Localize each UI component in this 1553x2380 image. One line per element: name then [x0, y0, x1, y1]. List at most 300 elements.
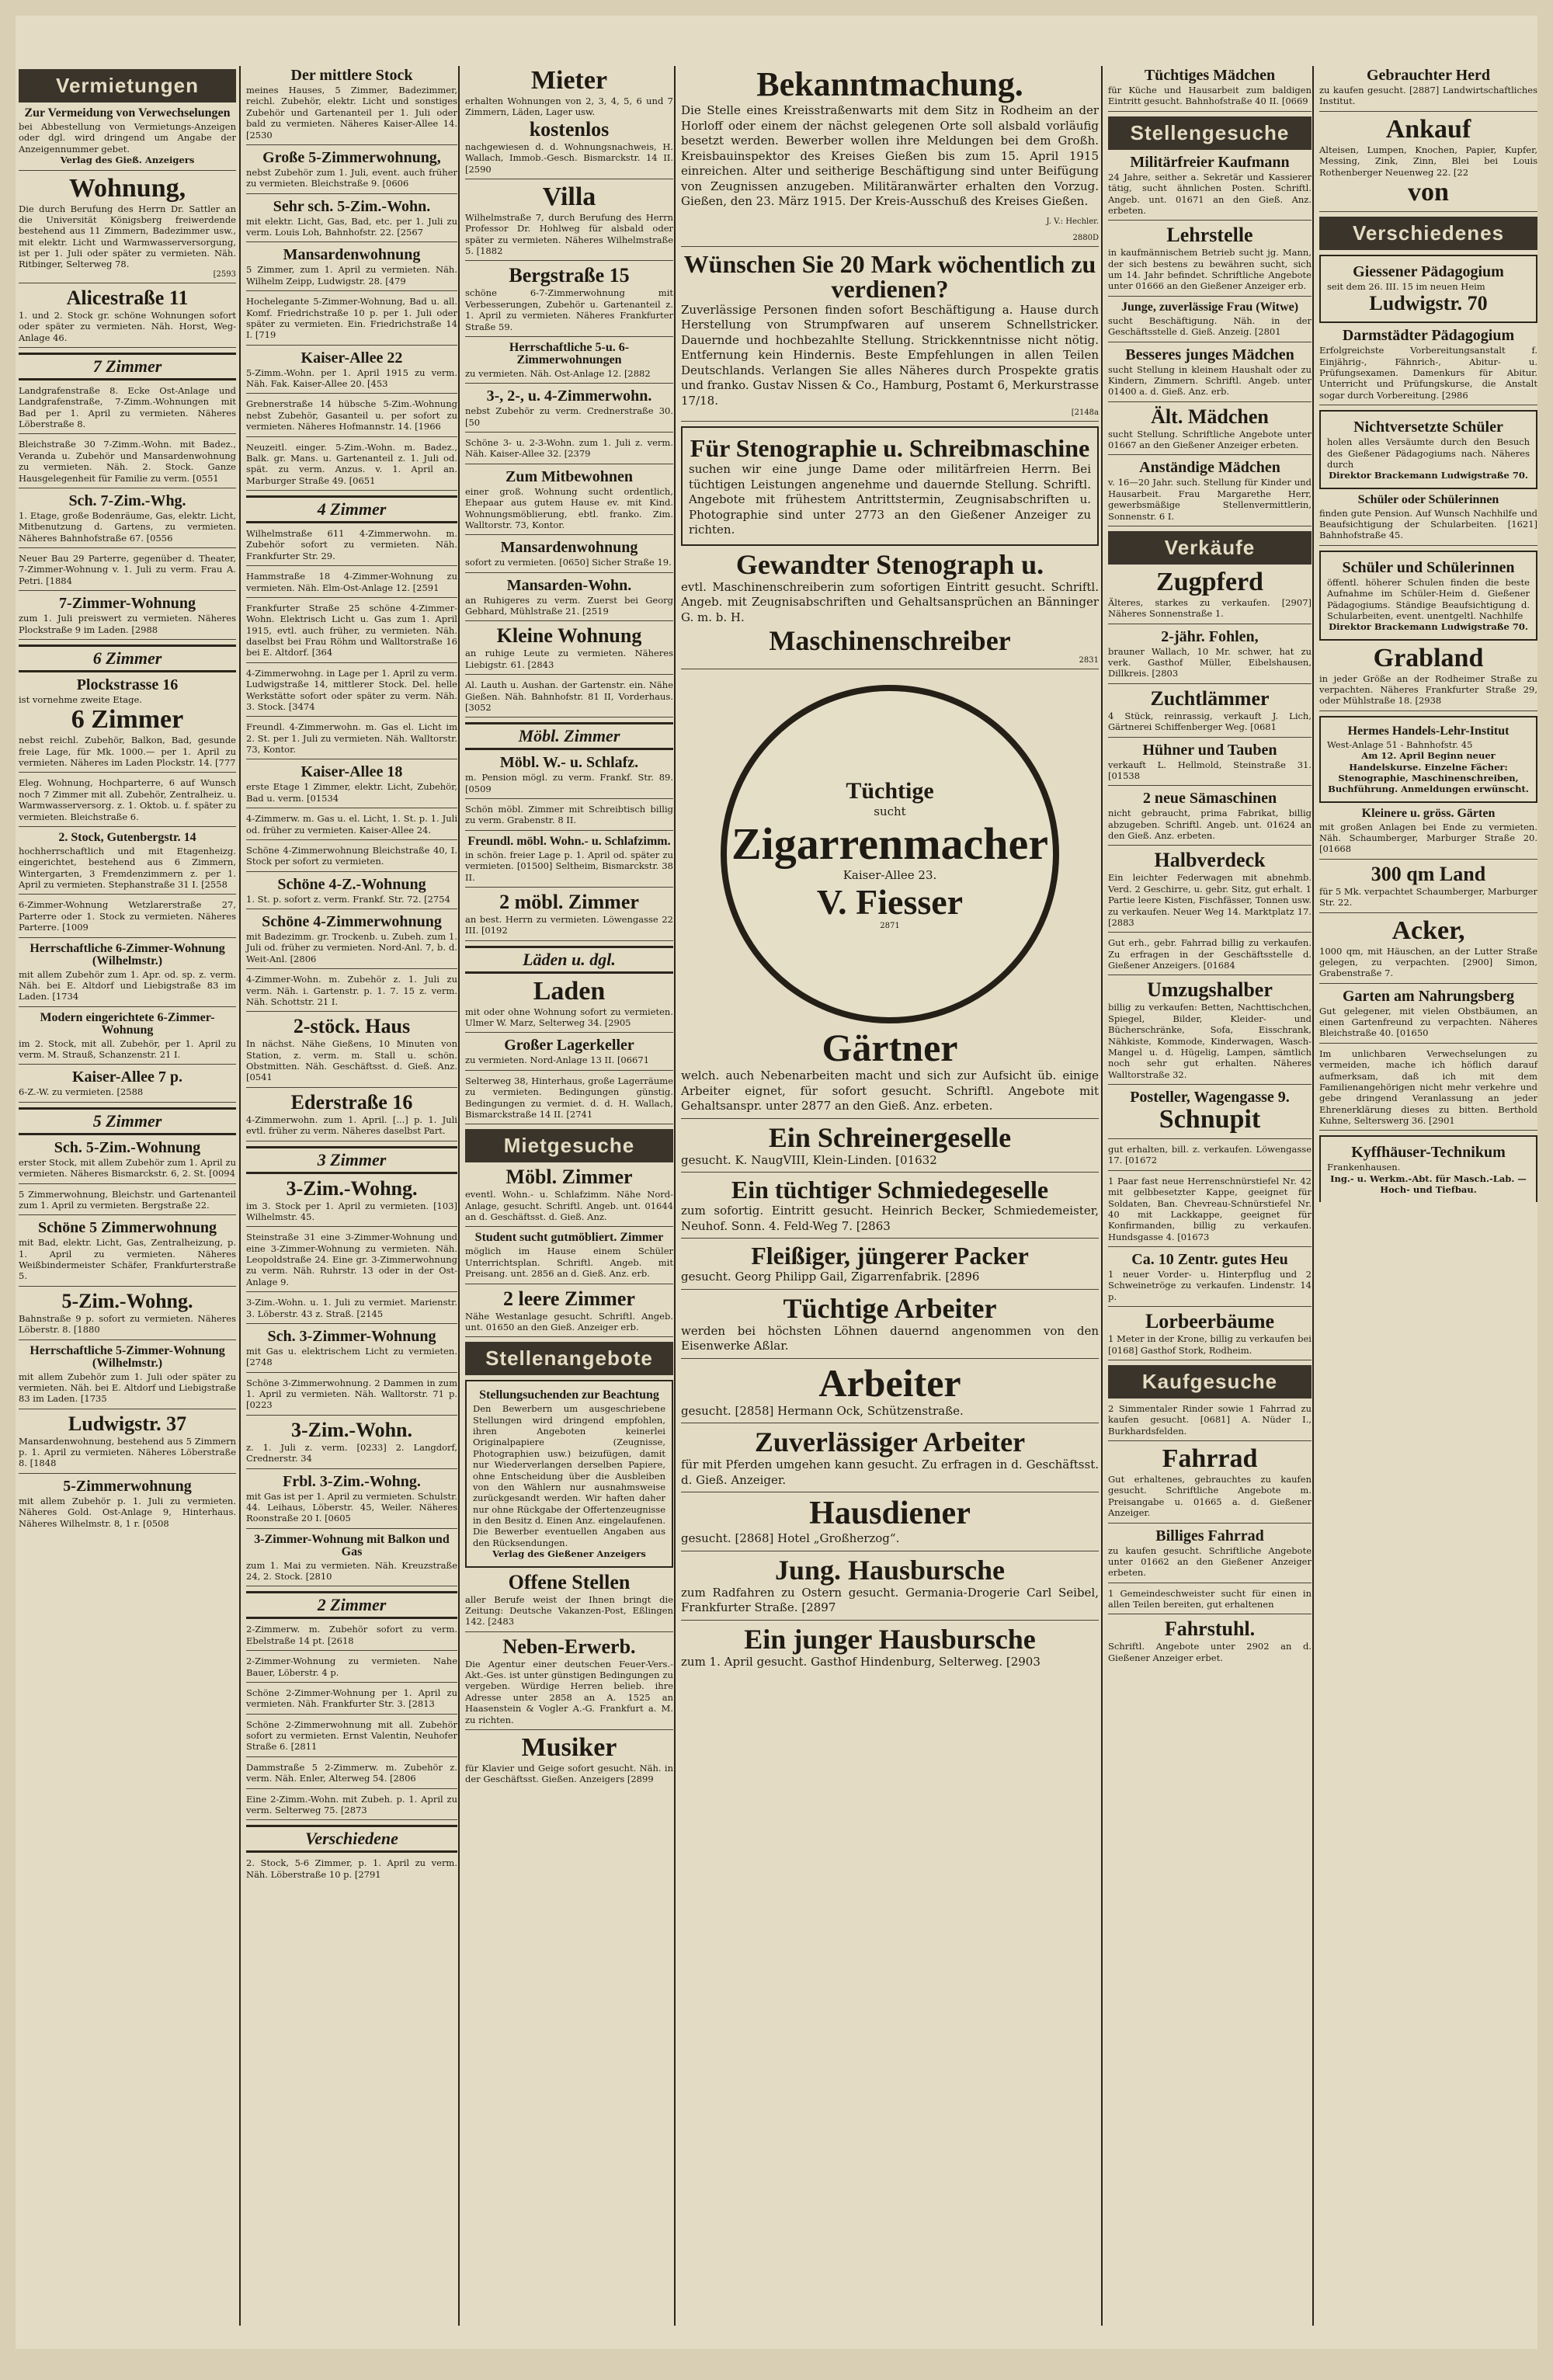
ad-text: zum 1. April gesucht. Gasthof Hindenburg, Selterweg. [2903: [681, 1654, 1041, 1669]
ad-heading: Fahrrad: [1162, 1444, 1258, 1473]
classified-ad: [465, 679, 673, 717]
ad-heading: Alicestraße 11: [66, 286, 189, 309]
ad-text: z. 1. Juli z. verm. [0233] 2. Langdorf, Crednerstr. 34: [246, 1441, 457, 1464]
classified-ad: [1319, 918, 1537, 984]
classified-ad: [465, 342, 673, 384]
room-category-header: Möbl. Zimmer: [465, 722, 673, 750]
classified-ad: [465, 1075, 673, 1125]
classified-ad: [1108, 1403, 1312, 1441]
ad-heading: 2-jähr. Fohlen,: [1161, 627, 1259, 645]
ad-text: 1. Etage, große Bodenräume, Gas, elektr. Licht, Mitbenutzung d. Gartens, zu vermieten. Näheres Bahnhofstraße 67. [0556: [19, 509, 236, 544]
ad-heading: Besseres junges Mädchen: [1125, 346, 1294, 363]
column-6: [1316, 66, 1541, 2326]
ad-text: Erfolgreichste Vorbereitungsanstalt f. Einjährig-, Fähnrich-, Abitur- u. Prüfungsexamen. Damenkurs für Abitur. Unterricht und Prüfungskurse, die Anstalt sogar durch Vorbereitung. [2986: [1319, 345, 1537, 401]
classified-ad: [465, 836, 673, 888]
ad-text: Ein leichter Federwagen mit abnehmb. Verd. 2 Geschirre, u. gebr. Sitz, gut erhalt. 1 Partie leere Kisten, Fischfässer, Tonnen usw. zu verkaufen. Neuer Weg 14. Marktplatz 17. [2883: [1108, 872, 1312, 928]
room-category-header: 3 Zimmer: [246, 1146, 457, 1174]
ad-text: nicht gebraucht, prima Fabrikat, billig abzugeben. Schriftl. Angeb. unt. 01624 an den Gieß. Anz. erbeten.: [1108, 808, 1312, 841]
ad-heading: Jung. Hausbursche: [774, 1554, 1006, 1586]
ad-text: 2-Zimmerw. m. Zubehör sofort zu verm. Ebelstraße 14 pt. [2618: [246, 1624, 457, 1646]
ad-heading: Zuverlässiger Arbeiter: [754, 1426, 1026, 1458]
classified-ad: [19, 596, 236, 640]
room-category-header: 7 Zimmer: [19, 353, 236, 380]
ad-text: für Klavier und Geige sofort gesucht. Näh. in der Geschäftsst. Gießen. Anzeigers [2899: [465, 1762, 673, 1785]
ad-text: Schriftl. Angebote unter 2902 an d. Gießener Anzeiger erbet.: [1108, 1641, 1312, 1663]
ad-text: finden gute Pension. Auf Wunsch Nachhilfe und Beaufsichtigung der Schularbeiten. [1621] Bahnhofstraße 45.: [1319, 507, 1537, 541]
room-category-header: 4 Zimmer: [246, 495, 457, 523]
classified-ad: [465, 1572, 673, 1632]
ad-text: mit Bad, elektr. Licht, Gas, Zentralheizung, p. 1. April zu vermieten. Näheres Weißbindermeister Schäfer, Frankfurterstraße 5.: [19, 1237, 236, 1282]
ad-text: nebst Zubehör zum 1. Juli, event. auch früher zu vermieten. Bleichstraße 9. [0606: [246, 166, 457, 189]
ad-footer: Direktor Brackemann Ludwigstraße 70.: [1329, 621, 1528, 633]
ad-heading: Herrschaftliche 6-Zimmer-Wohnung (Wilhelmstr.): [30, 941, 225, 968]
classified-ad: [1319, 328, 1537, 405]
classified-ad: [246, 1420, 457, 1469]
classified-ad: [246, 398, 457, 436]
ad-heading: Sch. 3-Zimmer-Wohnung: [267, 1327, 436, 1345]
ad-text: welch. auch Nebenarbeiten macht und sich zur Aufsicht üb. einige Arbeiter eignet, für sofort gesucht. Schriftl. Angebote mit Gehaltsanspr. unter 2877 an den Gieß. Anz. erbeten.: [681, 1068, 1099, 1113]
ad-text: mit Gas ist per 1. April zu vermieten. Schulstr. 44. Leihaus, Löberstr. 45, Weiler. Näheres Roonstraße 20 I. [0605: [246, 1490, 457, 1524]
ad-text: verkauft L. Hellmold, Steinstraße 31. [01538: [1108, 759, 1312, 781]
ad-text: gut erhalten, bill. z. verkaufen. Löwengasse 17. [01672: [1108, 1144, 1312, 1166]
classified-ad: [19, 677, 236, 773]
ad-heading: Umzugshalber: [1147, 978, 1273, 1002]
ad-heading: 2 neue Sämaschinen: [1142, 790, 1277, 808]
ad-heading: Militärfreier Kaufmann: [1130, 153, 1290, 171]
ad-heading: Möbl. W.- u. Schlafz.: [499, 754, 639, 772]
ad-heading: Modern eingerichtete 6-Zimmer-Wohnung: [40, 1010, 215, 1037]
ad-text: Die Stelle eines Kreisstraßenwarts mit dem Sitz in Rodheim an der Horloff oder einem der nächst gelegenen Orte soll alsbald vorläufig besetzt werden. Bewerber wollen ihre Meldungen bei dem Großh. Kreisbauinspektor des Kreises Gießen bis zum 15. April 1915 einreichen. Alter und seitherige Beschäftigung sind unter Beifügung von Zeugnissen anzugeben. Militäranwärter erhalten den Vorzug. Gießen, den 23. März 1915. Der Kreis-Ausschuß des Kreises Gießen.: [681, 103, 1099, 208]
classified-ad: [246, 1016, 457, 1088]
ad-text: werden bei höchsten Löhnen dauernd angenommen von den Eisenwerke Aßlar.: [681, 1323, 1099, 1353]
room-category-header: 2 Zimmer: [246, 1591, 457, 1619]
ad-text: für Küche und Hausarbeit zum baldigen Eintritt gesucht. Bahnhofstraße 40 II. [0669: [1108, 85, 1312, 107]
ad-text: erster Stock, mit allem Zubehör zum 1. April zu vermieten. Näheres Bismarckstr. 6, 2. St. [0094: [19, 1156, 236, 1180]
ad-text: mit allem Zubehör zum 1. Juli oder später zu vermieten. Näh. bei E. Altdorf und Liebigstraße 83 im Laden. [1735: [19, 1371, 236, 1405]
ad-text: ist vornehme zweite Etage.: [19, 693, 142, 705]
classified-ad: [681, 1428, 1099, 1492]
ad-heading: Ederstraße 16: [290, 1090, 413, 1114]
ad-heading: Ein junger Hausbursche: [744, 1623, 1036, 1655]
ad-text: 1 Gemeindeschweister sucht für einen in allen Teilen bereiten, gut erhaltenen: [1108, 1587, 1312, 1610]
ad-text: zu vermieten. Nord-Anlage 13 II. [06671: [465, 1054, 650, 1066]
ad-text: 1. und 2. Stock gr. schöne Wohnungen sofort oder später zu vermieten. Näh. Horst, Weg-Anlage 46.: [19, 309, 236, 343]
ad-heading: 2-stöck. Haus: [293, 1015, 411, 1038]
ad-heading: Ält. Mädchen: [1151, 405, 1269, 428]
ad-heading: Kleine Wohnung: [496, 624, 642, 648]
ad-heading: Billiges Fahrrad: [1155, 1527, 1264, 1544]
ad-heading: 5-Zimmerwohnung: [63, 1477, 192, 1495]
ad-text: Kaiser-Allee 23.: [843, 867, 937, 882]
ad-text: Die Agentur einer deutschen Feuer-Vers.-Akt.-Ges. ist unter günstigen Bedingungen zu vergeben. Würdige Herren belieb. ihre Adresse unter 2858 an A. 1525 an Haasenstein & Vogler A.-G. Frankfurt a. M. zu richten.: [465, 1658, 673, 1725]
ad-text: 4 Stück, reinrassig, verkauft J. Lich, Gärtnerei Schiffenberger Weg. [0681: [1108, 710, 1312, 733]
classified-ad: [246, 1719, 457, 1757]
ad-heading: Sch. 7-Zim.-Whg.: [68, 492, 186, 509]
ad-heading: Maschinenschreiber: [769, 625, 1011, 656]
classified-ad: [465, 1732, 673, 1789]
ad-number: 2831: [1079, 656, 1099, 665]
ad-heading: Zugpferd: [1156, 567, 1263, 596]
ad-text: gesucht. Georg Philipp Gail, Zigarrenfabrik. [2896: [681, 1270, 980, 1284]
ad-text: Schöne 2-Zimmer-Wohnung per 1. April zu vermieten. Näh. Frankfurter Str. 3. [2813: [246, 1687, 457, 1710]
ad-heading: Großer Lagerkeller: [504, 1037, 634, 1054]
ad-heading: Schüler oder Schülerinnen: [1357, 492, 1499, 506]
classified-ad: [246, 442, 457, 492]
ad-text: schöne 6-7-Zimmerwohnung mit Verbesserungen, Zubehör u. Gartenanteil z. 1. April zu vermieten. Näheres Frankfurter Straße 59.: [465, 287, 673, 332]
ad-heading: Kaiser-Allee 7 p.: [71, 1068, 182, 1086]
ad-text: mit allem Zubehör zum 1. Apr. od. sp. z. verm. Näh. bei E. Altdorf und Liebigstraße 83 im Laden. [1734: [19, 968, 236, 1002]
ad-heading: Freundl. möbl. Wohn.- u. Schlafzimm.: [467, 834, 671, 848]
ad-text: mit allem Zubehör p. 1. Juli zu vermieten. Näheres Gold. Ost-Anlage 9, Hinterhaus. Näheres Wilhelmstr. 8, 1 r. [0508: [19, 1495, 236, 1529]
ad-heading: 3-Zimmer-Wohnung mit Balkon und Gas: [254, 1532, 450, 1558]
column-rule: [239, 66, 241, 2326]
ad-text: an best. Herrn zu vermieten. Löwengasse 22 III. [0192: [465, 913, 673, 936]
ad-heading: Schöne 4-Zimmerwohnung: [262, 913, 442, 930]
classified-ad: [1319, 1048, 1537, 1131]
classified-ad: [681, 249, 1099, 422]
classified-ad: [1108, 347, 1312, 402]
ad-text: erhalten Wohnungen von 2, 3, 4, 5, 6 und 7 Zimmern, Läden, Lager usw.: [465, 96, 673, 118]
ad-text: Gut erhaltenes, gebrauchtes zu kaufen gesucht. Schriftliche Angebote m. Preisangabe u. 01665 a. d. Gießener Anzeiger.: [1108, 1474, 1312, 1519]
ad-text: mit Gas u. elektrischem Licht zu vermieten. [2748: [246, 1345, 457, 1368]
ad-heading: Student sucht gutmöbliert. Zimmer: [474, 1231, 664, 1245]
ad-text: suchen wir eine junge Dame oder militärfreien Herrn. Bei tüchtigen Leistungen angenehme und dauernde Stellung. Schriftl. Angebote mit frühestem Antrittstermin, Zeugnisabschriften u. Photographie sind unter 2773 an den Gießener Anzeiger zu richten.: [689, 462, 1091, 537]
ad-heading: Mieter: [530, 66, 608, 95]
classified-ad: [246, 914, 457, 969]
classified-ad: [19, 175, 236, 283]
ad-text: Schöne 2-Zimmerwohnung mit all. Zubehör sofort zu vermieten. Ernst Valentin, Neuhofer Straße 6. [2811: [246, 1718, 457, 1753]
ad-heading: Darmstädter Pädagogium: [1342, 327, 1515, 345]
ad-text: im 3. Stock per 1. April zu vermieten. [103] Wilhelmstr. 45.: [246, 1200, 457, 1222]
ad-text: Älteres, starkes zu verkaufen. [2907] Näheres Sonnenstraße 1.: [1108, 596, 1312, 620]
ad-text: nebst Zubehör zu verm. Crednerstraße 30. [50: [465, 405, 673, 428]
classified-ad: [19, 1414, 236, 1474]
advertisement-boxed: [681, 426, 1099, 546]
ad-text: gesucht. [2858] Hermann Ock, Schützenstraße.: [681, 1403, 964, 1418]
ad-heading: Villa: [542, 182, 596, 211]
ad-text: 24 Jahre, seither a. Sekretär und Kassierer tätig, sucht ähnlichen Posten. Schriftl. Angeb. unt. 01671 an den Gieß. Anz. erbeten.: [1108, 171, 1312, 216]
column-rule: [1312, 66, 1314, 2326]
ad-heading: Sehr sch. 5-Zim.-Wohn.: [273, 197, 431, 215]
ad-text: Selterweg 38, Hinterhaus, große Lagerräume zu vermieten. Bedingungen günstig. Bedingungen zu vermiet. d. d. H. Wallach, Bismarckstraße 14 II. [2741: [465, 1075, 673, 1120]
ad-heading: Zuchtlämmer: [1150, 686, 1270, 710]
section-header: Mietgesuche: [465, 1129, 673, 1162]
ad-text: sucht Beschäftigung. Näh. in der Geschäftsstelle d. Gieß. Anzeig. [2801: [1108, 314, 1312, 338]
ad-text: mit oder ohne Wohnung sofort zu vermieten. Ulmer W. Marz, Selterweg 34. [2905: [465, 1006, 673, 1028]
column-5: [1105, 66, 1315, 2326]
ad-text: bei Abbestellung von Vermietungs-Anzeigen oder dgl. wird dringend um Angabe der Anzeigennummer gebet.: [19, 121, 236, 155]
classified-ad: [681, 1625, 1099, 1674]
ad-text: Hochelegante 5-Zimmer-Wohnung, Bad u. all. Komf. Friedrichstraße 10 p. per 1. Juli oder später zu vermieten. Ein. Friedrichstraße 14 I. [719: [246, 296, 457, 341]
ad-heading: Junge, zuverlässige Frau (Witwe): [1120, 300, 1299, 314]
ad-heading: Bekanntmachung.: [756, 66, 1023, 103]
ad-heading: Offene Stellen: [508, 1570, 631, 1593]
ad-text: 3-Zim.-Wohn. u. 1. Juli zu vermiet. Marienstr. 3. Löberstr. 43 z. Straß. [2145: [246, 1297, 457, 1319]
classified-ad: [19, 1220, 236, 1287]
ad-text: Zuverlässige Personen finden sofort Beschäftigung a. Hause durch Herstellung von Strumpfwaren auf unserem Schnellstricker. Dauernde und hochbezahlte Stellung. Strickkenntnisse nicht nötig. Entfernung kein Hindernis. Beste Empfehlungen in allen Teilen Deutschlands. Verlangen Sie alles Näheres durch Prospekte gratis und franko. Gustav Nissen & Co., Hamburg, Postamt 6, Merkurstrasse 17/18.: [681, 302, 1099, 408]
classified-ad: [1108, 980, 1312, 1085]
ad-text: Schön möbl. Zimmer mit Schreibtisch billig zu verm. Grabenstr. 8 II.: [465, 804, 673, 826]
ad-number: 2880D: [1072, 233, 1099, 242]
ad-text: Dammstraße 5 2-Zimmerw. m. Zubehör z. verm. Näh. Enler, Alterweg 54. [2806: [246, 1761, 457, 1784]
ad-heading: 2. Stock, Gutenbergstr. 14: [58, 830, 196, 844]
ad-text: v. 16—20 Jahr. such. Stellung für Kinder und Hausarbeit. Frau Margarethe Herr, gewerbsmäßige Stellenvermittlerin, Sonnenstr. 6 I.: [1108, 477, 1312, 522]
classified-ad: [246, 1762, 457, 1789]
classified-ad: [681, 1360, 1099, 1424]
ad-text: zum sofortig. Eintritt gesucht. Heinrich Becker, Schmiedemeister, Neuhof. Sonn. 4. Feld-Weg 7. [2863: [681, 1204, 1099, 1233]
classified-ad: [246, 1624, 457, 1651]
classified-ad: [246, 296, 457, 346]
ad-text: billig zu verkaufen: Betten, Nachttischchen, Spiegel, Bilder, Kleider- und Bücherschränke, Sofa, Eisschrank, Nähkiste, Kommode, Kinderwagen, Wasch-Mangel u. d. Hügelig, Lampen, sämtlich noch sehr gut erhalten. Näheres Walltorstraße 32.: [1108, 1002, 1312, 1080]
classified-ad: [246, 1232, 457, 1292]
ad-text: Schöne 4-Zimmerwohnung Bleichstraße 40, I. Stock per sofort zu vermieten.: [246, 844, 457, 867]
ad-text: Hammstraße 18 4-Zimmer-Wohnung zu vermieten. Näh. Elm-Ost-Anlage 12. [2591: [246, 571, 457, 593]
ad-text: 2-Zimmer-Wohnung zu vermieten. Nahe Bauer, Löberstr. 4 p.: [246, 1656, 457, 1678]
ad-text: 4-Zimmerw. m. Gas u. el. Licht, 1. St. p. 1. Juli od. früher zu vermieten. Kaiser-Allee 24.: [246, 813, 457, 836]
ad-heading: Kaiser-Allee 18: [301, 763, 403, 781]
classified-ad: [1319, 116, 1537, 212]
ad-text: 4-Zimmer-Wohn. m. Zubehör z. 1. Juli zu verm. Näh. i. Gartenstr. p. 1. 7. 15 z. verm. Näh. Schottstr. 21 I.: [246, 974, 457, 1007]
classified-ad: [246, 877, 457, 909]
classified-ad: [246, 813, 457, 840]
ad-text: Landgrafenstraße 8. Ecke Ost-Anlage und Landgrafenstraße, 7-Zimm.-Wohnungen mit Bad per 1. April zu vermieten. Näheres Löberstraße 8.: [19, 384, 236, 429]
advertisement-boxed: [1319, 410, 1537, 489]
ad-text: Bleichstraße 30 7-Zimm.-Wohn. mit Badez., Veranda u. Zubehör und Mansardenwohnung zu vermieten. Näh. 2. Stock. Ganze Hausgelegenheit für Familie zu verm. [0551: [19, 439, 236, 484]
ad-number: [2148a: [1071, 408, 1099, 417]
classified-ad: [1108, 1252, 1312, 1307]
ad-heading: Tüchtige: [846, 778, 934, 804]
ad-heading: Stellungsuchenden zur Beachtung: [479, 1388, 659, 1402]
ad-text: nachgewiesen d. d. Wohnungsnachweis, H. Wallach, Immob.-Gesch. Bismarckstr. 14 II. [2590: [465, 141, 673, 175]
classified-ad: [1319, 808, 1537, 860]
classified-ad: [465, 184, 673, 262]
ad-heading: Große 5-Zimmerwohnung,: [262, 148, 441, 166]
classified-ad: [681, 1556, 1099, 1621]
ad-text: brauner Wallach, 10 Mr. schwer, hat zu verk. Gasthof Müller, Eibelshausen, Dillkreis. [2803: [1108, 645, 1312, 679]
ad-text: mit großen Anlagen bei Ende zu vermieten. Näh. Schaumberger, Marburger Straße 20. [01668: [1319, 821, 1537, 855]
classified-ad: [246, 764, 457, 808]
ad-heading: Schnupit: [1159, 1105, 1261, 1134]
ad-text: erste Etage 1 Zimmer, elektr. Licht, Zubehör, Bad u. verm. [01534: [246, 781, 457, 804]
classified-ad: [681, 1121, 1099, 1173]
ad-text: möglich im Hause einem Schüler Unterrichtsplan. Schriftl. Angeb. mit Preisang. unt. 2856 an d. Gieß. Anz. erb.: [465, 1246, 673, 1280]
ad-heading: Kleinere u. gröss. Gärten: [1361, 806, 1496, 820]
ad-text: Die durch Berufung des Herrn Dr. Sattler an die Universität Königsberg freiwerdende bestehend aus 11 Zimmern, Badezimmer usw., mit elektr. Licht und Warmwasserversorgung, ist per 1. Juli oder später zu vermieten. Näh. Ritbinger, Selterweg 78.: [19, 203, 236, 270]
classified-ad: [465, 1289, 673, 1338]
room-category-header: 6 Zimmer: [19, 645, 236, 672]
column-4: [678, 66, 1102, 2326]
classified-ad: [246, 199, 457, 243]
ad-text: für 5 Mk. verpachtet Schaumberger, Marburger Str. 22.: [1319, 885, 1537, 909]
section-header: Stellenangebote: [465, 1342, 673, 1375]
ad-heading: Möbl. Zimmer: [506, 1166, 633, 1189]
ad-text: zu kaufen gesucht. Schriftliche Angebote unter 01662 an den Gießener Anzeiger erbeten.: [1108, 1544, 1312, 1579]
ad-text: 6-Zimmer-Wohnung Wetzlarerstraße 27, Parterre oder 1. Stock zu vermieten. Näheres Parterre. [1009: [19, 899, 236, 933]
classified-ad: [1108, 686, 1312, 738]
ad-text: In nächst. Nähe Gießens, 10 Minuten von Station, z. verm. m. Stall u. schön. Obstmitten. Näh. Geschäftsst. d. Gieß. Anz. [0541: [246, 1038, 457, 1083]
column-rule: [1101, 66, 1103, 2326]
ad-heading: 2 möbl. Zimmer: [499, 890, 639, 913]
ad-footer: Verlag des Gieß. Anzeigers: [60, 155, 195, 166]
classified-ad: [19, 899, 236, 937]
ad-text: sucht: [874, 804, 906, 818]
advertisement-boxed: [1319, 551, 1537, 641]
classified-ad: [465, 388, 673, 433]
classified-ad: [246, 68, 457, 145]
ad-heading: Ludwigstr. 37: [68, 1412, 187, 1435]
classified-ad: [465, 266, 673, 337]
ad-text: seit dem 26. III. 15 im neuen Heim: [1327, 280, 1485, 292]
ad-heading: Lorbeerbäume: [1145, 1310, 1275, 1333]
classified-ad: [1108, 225, 1312, 297]
classified-ad: [246, 571, 457, 598]
advertisement-boxed: [1319, 1135, 1537, 1201]
classified-ad: [465, 755, 673, 799]
classified-ad: [1108, 1176, 1312, 1247]
ad-heading: Halbverdeck: [1154, 849, 1266, 872]
classified-ad: [19, 1069, 236, 1102]
ad-text: öffentl. höherer Schulen finden die beste Aufnahme im Schüler-Heim d. Gießener Pädagogiums. Ständige Beaufsichtigung d. Schularbeiten, event. unentgeltl. Nachhilfe: [1327, 576, 1530, 621]
ad-heading: Ein Schreinergeselle: [768, 1121, 1012, 1153]
classified-ad: [1108, 790, 1312, 846]
ad-text: 5 Zimmerwohnung, Bleichstr. und Gartenanteil zum 1. April zu vermieten. Bergstraße 22.: [19, 1188, 236, 1211]
classified-ad: [19, 1478, 236, 1533]
classified-ad: [465, 626, 673, 675]
ad-heading: 2 leere Zimmer: [503, 1287, 635, 1310]
classified-ad: [246, 1687, 457, 1715]
classified-ad: [1319, 645, 1537, 711]
column-3: [462, 66, 676, 2326]
classified-ad: [246, 528, 457, 566]
ad-text: 2 Simmentaler Rinder sowie 1 Fahrrad zu kaufen gesucht. [0681] A. Nüder I., Burkhardsfelden.: [1108, 1402, 1312, 1437]
column-rule: [674, 66, 676, 2326]
classified-ad: [246, 1474, 457, 1529]
ad-text: Eleg. Wohnung, Hochparterre, 6 auf Wunsch noch 7 Zimmer mit all. Zubehör, Zentralheiz. u. Warmwasserversorg. z. 1. Oktob. u. f. später zu vermieten. Bleichstraße 6.: [19, 777, 236, 822]
room-category-header: 5 Zimmer: [19, 1107, 236, 1135]
ad-heading: Ca. 10 Zentr. gutes Heu: [1131, 1251, 1288, 1268]
classified-ad: [246, 150, 457, 194]
ad-heading: Herrschaftliche 5-Zimmer-Wohnung (Wilhelmstr.): [30, 1343, 225, 1370]
ad-heading: kostenlos: [529, 117, 610, 141]
ad-heading: Ein tüchtiger Schmiedegeselle: [731, 1176, 1049, 1204]
classified-ad: [681, 1028, 1099, 1119]
ad-text: zum Radfahren zu Ostern gesucht. Germania-Drogerie Carl Seibel, Frankfurter Straße. [2897: [681, 1585, 1099, 1614]
ad-heading: Wohnung,: [68, 173, 186, 203]
ad-text: zu vermieten. Näh. Ost-Anlage 12. [2882: [465, 367, 651, 379]
ad-text: in schön. freier Lage p. 1. April od. später zu vermieten. [01500] Seltheim, Bismarckstr. 38 II.: [465, 849, 673, 883]
ad-heading: Herrschaftliche 5-u. 6-Zimmerwohnungen: [509, 340, 630, 367]
classified-ad: [465, 437, 673, 464]
ad-text: 6-Z.-W. zu vermieten. [2588: [19, 1086, 144, 1098]
ad-text: mit elektr. Licht, Gas, Bad, etc. per 1. Juli zu verm. Louis Loh, Bahnhofstr. 22. [2567: [246, 215, 457, 238]
ad-text: nebst reichl. Zubehör, Balkon, Bad, gesunde freie Lage, für Mk. 1000.— per 1. April zu vermieten. Näheres im Laden Plockstr. 14. [777: [19, 735, 236, 768]
classified-ad: [246, 1378, 457, 1416]
classified-ad: [1108, 937, 1312, 975]
ad-text: Gut gelegener, mit vielen Obstbäumen, an einen Gartenfreund zu verpachten. Näheres Bleichstraße 40. [01650: [1319, 1005, 1537, 1039]
ad-text: aller Berufe weist der Ihnen bringt die Zeitung: Deutsche Vakanzen-Post, Eßlingen 142. [2483: [465, 1593, 673, 1628]
classified-ad: [465, 892, 673, 941]
ad-heading: Tüchtiges Mädchen: [1144, 67, 1276, 84]
classified-ad: [1108, 1619, 1312, 1667]
ad-text: meines Hauses, 5 Zimmer, Badezimmer, reichl. Zubehör, elektr. Licht und sonstiges Zubehör und Gartenanteil per 1. Juli oder bald zu vermieten. Näheres Kaiser-Allee 14. [2530: [246, 85, 457, 141]
ad-text: Frankenhausen.: [1327, 1162, 1401, 1173]
ad-text: sucht Stellung. Schriftliche Angebote unter 01667 an den Gießener Anzeiger erbeten.: [1108, 428, 1312, 450]
ad-text: an Ruhigeres zu verm. Zuerst bei Georg Gebhard, Mühlstraße 21. [2519: [465, 594, 673, 617]
classified-ad: [19, 107, 236, 171]
classified-ad: [19, 439, 236, 488]
section-header: Vermietungen: [19, 69, 236, 102]
ad-heading: Plockstrasse 16: [76, 676, 179, 693]
ad-text: Im unlichbaren Verwechselungen zu vermeiden, mache ich höflich darauf aufmerksam, daß ich mit dem Familienangehörigen nicht mehr verkehre und gebe dringend Veranlassung an jeder Ehrenerklärung dieses zu bitten. Berthold Kuhne, Selterswerg 36. [2901: [1319, 1048, 1537, 1126]
ad-heading: 5-Zim.-Wohng.: [61, 1289, 193, 1312]
classified-ad: [246, 1329, 457, 1373]
ad-heading: Sch. 5-Zim.-Wohnung: [54, 1138, 201, 1156]
classified-ad: [19, 943, 236, 1007]
classified-ad: [1108, 1312, 1312, 1360]
classified-ad: [1108, 1588, 1312, 1615]
ad-heading: Für Stenographie u. Schreibmaschine: [690, 434, 1090, 462]
ad-heading: Mansardenwohnung: [500, 539, 638, 557]
ad-heading: Hausdiener: [809, 1496, 971, 1531]
ad-heading: Zum Mitbewohnen: [506, 467, 633, 485]
ad-heading: Lehrstelle: [1166, 224, 1253, 247]
advertisement-circle: [721, 685, 1059, 1023]
classified-ad: [1319, 864, 1537, 913]
ad-footer: Direktor Brackemann Ludwigstraße 70.: [1329, 470, 1528, 481]
ad-text: 4-Zimmerwohng. in Lage per 1. April zu verm. Ludwigstraße 14, mittlerer Stock. Del. helle Werkstätte sofort oder später zu verm. Näh. 3. Stock. [3474: [246, 667, 457, 712]
ad-text: 2. Stock, 5-6 Zimmer, p. 1. April zu verm. Näh. Löberstraße 10 p. [2791: [246, 1857, 457, 1880]
ad-heading: 3-Zim.-Wohng.: [286, 1176, 418, 1200]
ad-text: Alteisen, Lumpen, Knochen, Papier, Kupfer, Messing, Zink, Zinn, Blei bei Louis Rothenberger Neuenweg 22. [22: [1319, 144, 1537, 178]
ad-heading: Posteller, Wagengasse 9.: [1130, 1089, 1290, 1106]
ad-text: Schöne 3-Zimmerwohnung. 2 Dammen in zum 1. April zu vermieten. Näh. Walltorstr. 71 p. [0223: [246, 1377, 457, 1411]
classified-ad: [1108, 301, 1312, 342]
classified-ad: [465, 68, 673, 179]
classified-ad: [465, 1167, 673, 1227]
classified-ad: [1108, 407, 1312, 456]
ad-text: an ruhige Leute zu vermieten. Näheres Liebigstr. 61. [2843: [465, 648, 673, 670]
notice-signature: J. V.: Hechler.: [1046, 217, 1099, 226]
classified-ad: [465, 1637, 673, 1730]
classified-ad: [19, 288, 236, 348]
column-2: [243, 66, 460, 2326]
ad-text: 1 neuer Vorder- u. Hinterpflug und 2 Schweinetröge zu verkaufen. Lindenstr. 14 p.: [1108, 1269, 1312, 1302]
classified-ad: [19, 1012, 236, 1065]
ad-text: Freundl. 4-Zimmerwohn. m. Gas el. Licht im 2. St. per 1. Juli zu vermieten. Näh. Walltorstr. 73, Kontor.: [246, 721, 457, 755]
ad-text: in kaufmännischem Betrieb sucht jg. Mann, der sich bestens zu bewähren sucht, sich um 14. Jahr befindet. Schriftliche Angebote unter 01666 an den Gießener Anzeiger erb.: [1108, 247, 1312, 292]
ad-text: Frankfurter Straße 25 schöne 4-Zimmer-Wohn. Elektrisch Licht u. Gas zum 1. April 1915, evtl. auch früher, zu vermieten. Näh. daselbst bei Frau Röhm und Walltorstraße 16 bei E. Altdorf. [364: [246, 602, 457, 658]
ad-footer: Am 12. April Beginn neuer Handelskurse. Einzelne Fächer: Stenographie, Maschinenschreiben, Buchführung. Anmeldungen erwünscht.: [1328, 750, 1529, 795]
classified-ad: [1108, 155, 1312, 221]
ad-text: eventl. Wohn.- u. Schlafzimm. Nähe Nord-Anlage, gesucht. Schriftl. Angeb. unt. 01644 an d. Geschäftsst. d. Gieß. Anz.: [465, 1189, 673, 1222]
ad-text: 1 Meter in der Krone, billig zu verkaufen bei [0168] Gasthof Stork, Rodheim.: [1108, 1333, 1312, 1356]
classified-ad: [465, 578, 673, 622]
ad-heading: Garten am Nahrungsberg: [1342, 987, 1515, 1005]
ad-text: 5 Zimmer, zum 1. April zu vermieten. Näh. Wilhelm Zeipp, Ludwigstr. 28. [479: [246, 264, 457, 287]
classified-ad: [1319, 988, 1537, 1044]
ad-heading: Gärtner: [822, 1026, 958, 1069]
classified-ad: [465, 804, 673, 831]
section-header: Kaufgesuche: [1108, 1365, 1312, 1398]
ad-heading: Hermes Handels-Lehr-Institut: [1347, 724, 1510, 738]
ad-heading: 7-Zimmer-Wohnung: [59, 595, 196, 613]
ad-text: Gut erh., gebr. Fahrrad billig zu verkaufen. Zu erfragen in der Geschäftsstelle d. Gießener Anzeigers. [01684: [1108, 937, 1312, 971]
column-rule: [458, 66, 460, 2326]
ad-text: gesucht. K. NaugVIII, Klein-Linden. [01632: [681, 1152, 937, 1167]
ad-text: West-Anlage 51 - Bahnhofstr. 45: [1327, 738, 1473, 750]
section-header: Verkäufe: [1108, 531, 1312, 565]
classified-ad: [19, 493, 236, 548]
